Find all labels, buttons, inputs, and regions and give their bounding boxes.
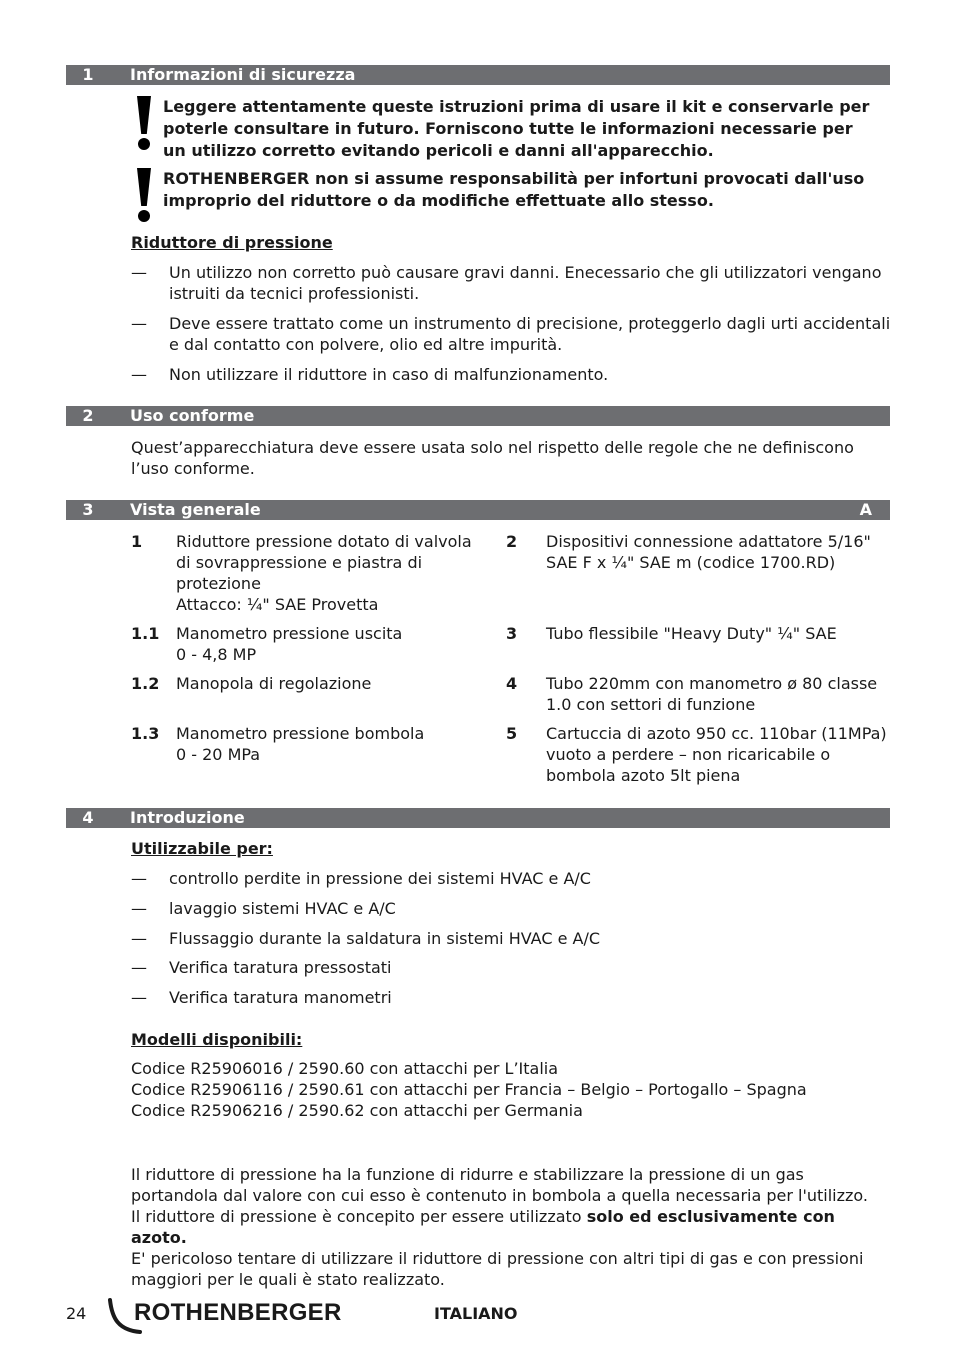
intro-text: Il riduttore di pressione è concepito per essere utilizzato bbox=[131, 1207, 587, 1226]
section-title: Vista generale bbox=[130, 500, 261, 519]
item-number: 1 bbox=[131, 532, 143, 551]
language-label: ITALIANO bbox=[434, 1304, 518, 1323]
list-item bbox=[131, 957, 891, 978]
item-number: 3 bbox=[506, 624, 518, 643]
intro-text-bold: solo ed esclusivamente con azoto. bbox=[131, 1207, 835, 1247]
list-item-text: Flussaggio durante la saldatura in sistemi HVAC e A/C bbox=[169, 929, 601, 948]
brand-name: ROTHENBERGER bbox=[134, 1299, 342, 1326]
overview-item bbox=[506, 673, 891, 715]
subheading-utilizzabile: Utilizzabile per: bbox=[131, 839, 273, 858]
rothenberger-logo bbox=[104, 1296, 364, 1336]
item-text: Manometro pressione bombola 0 - 20 MPa bbox=[176, 724, 425, 764]
item-text: Riduttore pressione dotato di valvola di sovrappressione e piastra di protezione Attacco: ¼" SAE Provetta bbox=[176, 532, 472, 614]
list-item-text: Verifica taratura pressostati bbox=[169, 958, 392, 977]
overview-item bbox=[131, 673, 491, 694]
warning-text: Leggere attentamente queste istruzioni prima di usare il kit e conservarle per poterle consultare in futuro. Forniscono tutte le informazioni necessarie per un utilizzo corretto evitando pericoli e danni all'apparecchio. bbox=[163, 97, 870, 160]
section-header-4 bbox=[66, 808, 890, 828]
list-item bbox=[131, 313, 891, 355]
item-number: 2 bbox=[506, 532, 518, 551]
list-item-text: Deve essere trattato come un instrumento di precisione, proteggerlo dagli urti accidentali e dal contatto con polvere, olio ed altre impurità. bbox=[169, 314, 891, 354]
section-number: 3 bbox=[82, 500, 94, 519]
warning-text: ROTHENBERGER non si assume responsabilità per infortuni provocati dall'uso improprio del riduttore o da modifiche effettuate allo stesso. bbox=[163, 169, 865, 210]
item-text: Manopola di regolazione bbox=[176, 674, 372, 693]
dash-bullet: — bbox=[131, 263, 147, 282]
list-item-text: Verifica taratura manometri bbox=[169, 988, 392, 1007]
item-number: 1.3 bbox=[131, 724, 160, 743]
list-item bbox=[131, 928, 891, 949]
list-item bbox=[131, 868, 891, 889]
item-text: Tubo 220mm con manometro ø 80 classe 1.0 con settori di funzione bbox=[546, 674, 878, 714]
intro-text: Il riduttore di pressione ha la funzione di ridurre e stabilizzare la pressione di un gas portandola dal valore con cui esso è contenuto in bombola a quella necessaria per l'utilizzo. bbox=[131, 1165, 869, 1205]
subheading-modelli: Modelli disponibili: bbox=[131, 1030, 303, 1049]
exclamation-icon bbox=[129, 168, 159, 230]
figure-reference: A bbox=[859, 500, 872, 519]
list-item-text: Un utilizzo non corretto può causare gravi danni. Enecessario che gli utilizzatori vengano istruiti da tecnici professionisti. bbox=[169, 263, 882, 303]
item-text: Dispositivi connessione adattatore 5/16" SAE F x ¼" SAE m (codice 1700.RD) bbox=[546, 532, 871, 572]
intro-paragraph bbox=[131, 1164, 871, 1290]
overview-item bbox=[131, 623, 491, 665]
dash-bullet: — bbox=[131, 365, 147, 384]
item-number: 5 bbox=[506, 724, 518, 743]
list-item bbox=[131, 262, 891, 304]
list-item bbox=[131, 898, 891, 919]
dash-bullet: — bbox=[131, 988, 147, 1007]
dash-bullet: — bbox=[131, 314, 147, 333]
section-number: 2 bbox=[82, 406, 94, 425]
subheading-riduttore: Riduttore di pressione bbox=[131, 233, 333, 252]
overview-item bbox=[131, 531, 491, 615]
dash-bullet: — bbox=[131, 869, 147, 888]
list-item-text: controllo perdite in pressione dei sistemi HVAC e A/C bbox=[169, 869, 591, 888]
section-title: Uso conforme bbox=[130, 406, 255, 425]
warning-block-2 bbox=[131, 168, 871, 212]
model-line: Codice R25906216 / 2590.62 con attacchi per Germania bbox=[131, 1101, 583, 1120]
model-line: Codice R25906016 / 2590.60 con attacchi per L’Italia bbox=[131, 1059, 559, 1078]
section-number: 4 bbox=[82, 808, 94, 827]
exclamation-icon bbox=[129, 96, 159, 158]
list-item-text: lavaggio sistemi HVAC e A/C bbox=[169, 899, 396, 918]
item-text: Tubo flessibile "Heavy Duty" ¼" SAE bbox=[546, 624, 837, 643]
item-number: 1.2 bbox=[131, 674, 160, 693]
section-title: Informazioni di sicurezza bbox=[130, 65, 356, 84]
models-list bbox=[131, 1058, 871, 1121]
item-number: 4 bbox=[506, 674, 518, 693]
overview-item bbox=[506, 723, 891, 786]
dash-bullet: — bbox=[131, 958, 147, 977]
list-item-text: Non utilizzare il riduttore in caso di malfunzionamento. bbox=[169, 365, 609, 384]
item-number: 1.1 bbox=[131, 624, 160, 643]
overview-item bbox=[131, 723, 491, 765]
dash-bullet: — bbox=[131, 899, 147, 918]
section-header-3 bbox=[66, 500, 890, 520]
item-text: Cartuccia di azoto 950 cc. 110bar (11MPa) vuoto a perdere – non ricaricabile o bombola azoto 5lt piena bbox=[546, 724, 887, 785]
section-number: 1 bbox=[82, 65, 94, 84]
overview-item bbox=[506, 531, 891, 573]
dash-bullet: — bbox=[131, 929, 147, 948]
intro-text: E' pericoloso tentare di utilizzare il riduttore di pressione con altri tipi di gas e con pressioni maggiori per le quali è stato realizzato. bbox=[131, 1249, 864, 1289]
section-title: Introduzione bbox=[130, 808, 245, 827]
warning-block-1 bbox=[131, 96, 871, 162]
page-number: 24 bbox=[66, 1304, 87, 1323]
uso-text: Quest’apparecchiatura deve essere usata solo nel rispetto delle regole che ne definiscono l’uso conforme. bbox=[131, 438, 854, 478]
model-line: Codice R25906116 / 2590.61 con attacchi per Francia – Belgio – Portogallo – Spagna bbox=[131, 1080, 807, 1099]
section-header-2 bbox=[66, 406, 890, 426]
list-item bbox=[131, 987, 891, 1008]
list-item bbox=[131, 364, 891, 385]
item-text: Manometro pressione uscita 0 - 4,8 MP bbox=[176, 624, 403, 664]
overview-item bbox=[506, 623, 891, 644]
section-header-1 bbox=[66, 65, 890, 85]
